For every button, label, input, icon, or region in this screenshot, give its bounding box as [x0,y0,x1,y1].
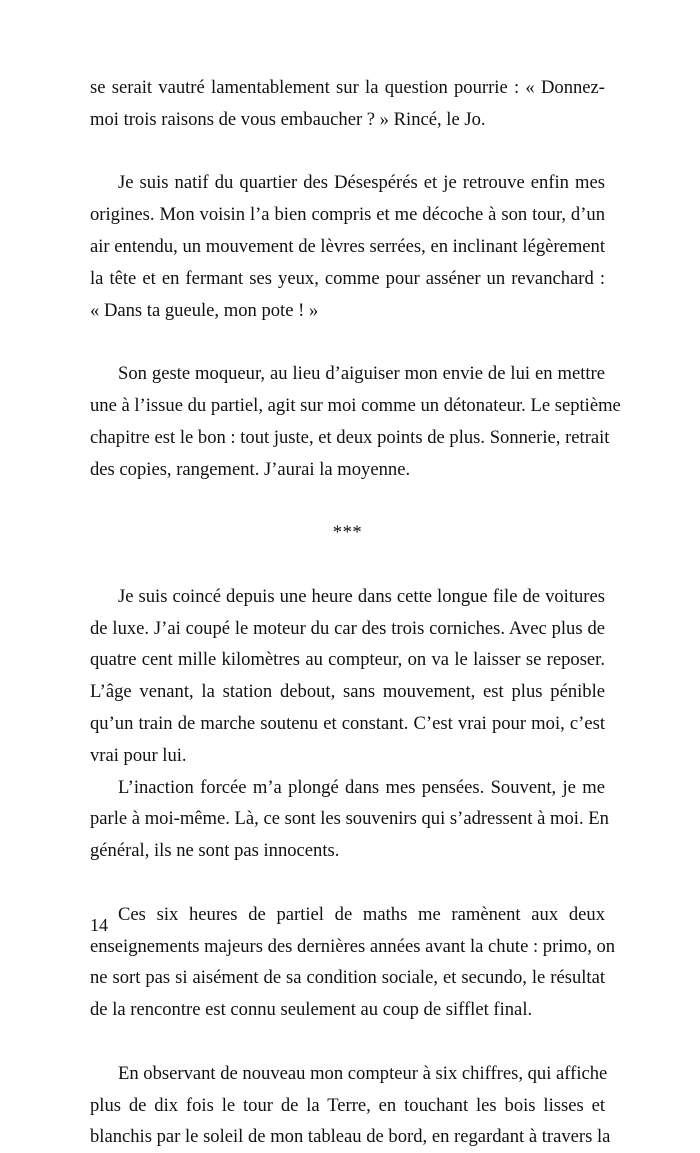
text-line: ne sort pas si aisément de sa condition sociale, et secundo, le résultat [90,967,605,989]
text-line: Son geste moqueur, au lieu d’aiguiser mon envie de lui en mettre [118,363,605,385]
paragraph-gap [90,485,605,517]
paragraph [90,72,605,136]
text-line: L’inaction forcée m’a plongé dans mes pensées. Souvent, je me [118,776,605,798]
text-line: plus de dix fois le tour de la Terre, en touchant les bois lisses et [90,1094,605,1116]
text-line: « Dans ta gueule, mon pote ! » [90,299,319,321]
paragraph [90,167,605,326]
text-line: moi trois raisons de vous embaucher ? » Rincé, le Jo. [90,108,486,130]
text-line: parle à moi-même. Là, ce sont les souvenirs qui s’adressent à moi. En [90,808,609,830]
text-line: général, ils ne sont pas innocents. [90,840,340,862]
text-line: En observant de nouveau mon compteur à six chiffres, qui affiche [118,1062,608,1084]
text-line: origines. Mon voisin l’a bien compris et me décoche à son tour, d’un [90,204,605,226]
text-line: quatre cent mille kilomètres au compteur, on va le laisser se reposer. [90,649,605,671]
text-line: de luxe. J’ai coupé le moteur du car des trois corniches. Avec plus de [90,617,605,639]
paragraph-gap [90,1026,605,1058]
section-separator: *** [332,522,363,544]
paragraph [90,772,609,867]
text-line: chapitre est le bon : tout juste, et deux points de plus. Sonnerie, retrait [90,426,610,448]
text-line: une à l’issue du partiel, agit sur moi comme un détonateur. Le septième [90,394,621,416]
paragraph [90,358,621,485]
text-line: la tête et en fermant ses yeux, comme pour asséner un revanchard : [90,267,605,289]
text-line: Ces six heures de partiel de maths me ramènent aux deux [118,903,605,925]
text-line: air entendu, un mouvement de lèvres serrées, en inclinant légèrement [90,235,605,257]
page-number: 14 [90,915,108,935]
text-line: qu’un train de marche soutenu et constant. C’est vrai pour moi, c’est [90,712,605,734]
text-line: des copies, rangement. J’aurai la moyenne. [90,458,411,480]
paragraph-gap [90,549,605,581]
text-line: enseignements majeurs des dernières années avant la chute : primo, on [90,935,616,957]
page-body [90,72,621,1153]
paragraph-gap [90,136,605,168]
text-line: se serait vautré lamentablement sur la question pourrie : « Donnez- [90,77,605,98]
paragraph [90,1058,611,1153]
text-line: blanchis par le soleil de mon tableau de bord, en regardant à travers la [90,1126,611,1148]
text-line: de la rencontre est connu seulement au coup de sifflet final. [90,999,533,1021]
paragraph [90,581,605,772]
text-line: vrai pour lui. [90,744,187,766]
text-line: Je suis coincé depuis une heure dans cette longue file de voitures [118,585,605,607]
text-line: Je suis natif du quartier des Désespérés et je retrouve enfin mes [118,172,605,194]
text-line: L’âge venant, la station debout, sans mouvement, est plus pénible [90,681,605,703]
paragraph [90,899,616,1026]
paragraph-gap [90,326,605,358]
paragraph-gap [90,867,605,899]
